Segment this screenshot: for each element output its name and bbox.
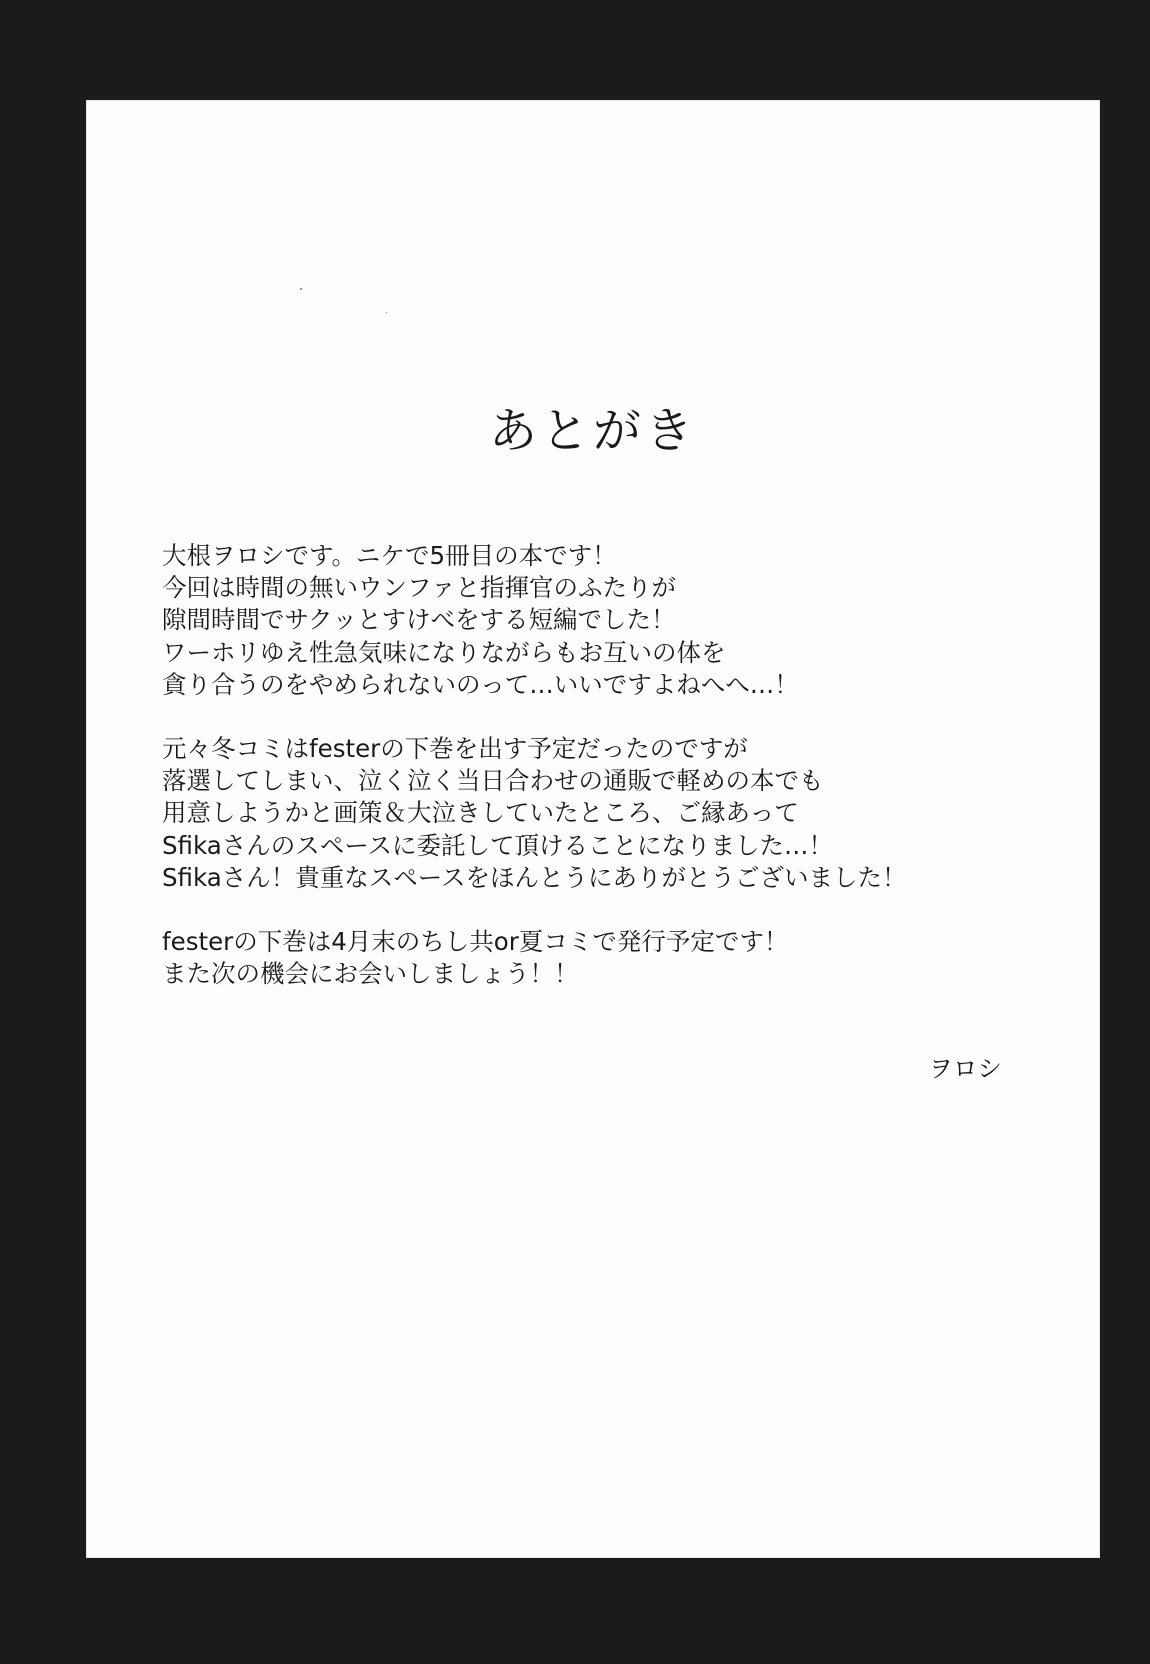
author-signature: ヲロシ — [928, 1054, 1002, 1083]
text-line: ワーホリゆえ性急気味になりながらもお互いの体を — [162, 637, 726, 667]
text-line: 元々冬コミはfesterの下巻を出す予定だったのですが — [162, 734, 748, 764]
text-line: 隙間時間でサクッとすけべをする短編でした！ — [162, 605, 676, 635]
text-line: festerの下巻は4月末のちし共or夏コミで発行予定です！ — [162, 927, 789, 957]
page-title: あとがき — [488, 403, 697, 459]
text-line: 今回は時間の無いウンファと指揮官のふたりが — [162, 573, 677, 603]
page-sheet — [86, 100, 1100, 1558]
text-line: 落選してしまい、泣く泣く当日合わせの通販で軽めの本でも — [162, 766, 824, 796]
dust-speck — [300, 288, 302, 290]
paragraph-1 — [162, 540, 1062, 701]
afterword-body — [162, 540, 1062, 1022]
text-line: また次の機会にお会いしましょう！！ — [162, 959, 579, 989]
text-line: Sfikaさん！貴重なスペースをほんとうにありがとうございました！ — [162, 862, 907, 892]
dust-speck — [386, 312, 387, 313]
text-line: 貪り合うのをやめられないのって…いいですよねへへ…！ — [162, 669, 799, 699]
text-line: 大根ヲロシです。ニケで5冊目の本です！ — [162, 541, 617, 570]
paragraph-3 — [162, 926, 1062, 990]
text-line: 用意しようかと画策＆大泣きしていたところ、ご縁あって — [162, 798, 799, 828]
paragraph-2 — [162, 733, 1062, 894]
text-line: Sfikaさんのスペースに委託して頂けることになりました…！ — [162, 830, 834, 860]
